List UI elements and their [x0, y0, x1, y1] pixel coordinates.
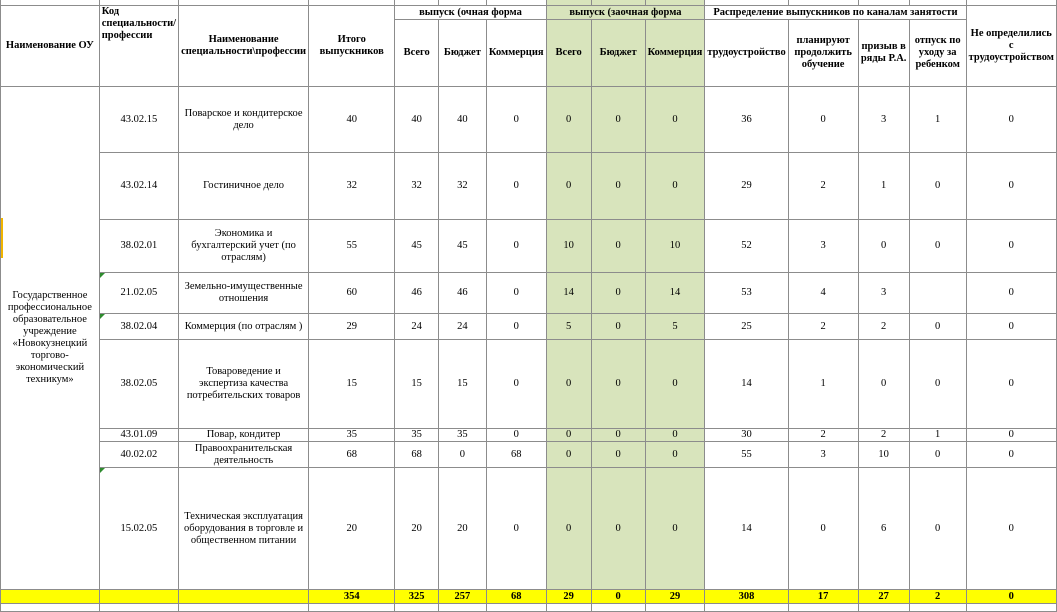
total-cell-pt-all[interactable]: 29 [546, 590, 591, 604]
cell-continue-study[interactable]: 4 [788, 273, 858, 314]
cell-ft-budget[interactable]: 46 [438, 273, 486, 314]
empty-cell[interactable] [909, 604, 966, 612]
total-cell-continue-study[interactable]: 17 [788, 590, 858, 604]
cell-ft-all[interactable]: 46 [395, 273, 439, 314]
header-pt-all[interactable]: Всего [546, 20, 591, 87]
cell-ft-commerce[interactable]: 0 [486, 153, 546, 220]
error-indicator-icon [100, 314, 105, 319]
cell-total[interactable]: 29 [309, 314, 395, 340]
cell-ft-commerce[interactable]: 0 [486, 468, 546, 590]
empty-row [1, 604, 1057, 612]
cell-army[interactable]: 1 [858, 153, 909, 220]
cell-employment[interactable]: 14 [705, 468, 788, 590]
cell-total[interactable]: 15 [309, 340, 395, 429]
cell-pt-all[interactable]: 0 [546, 468, 591, 590]
table-row [1, 429, 1057, 442]
cell-specialty-name[interactable]: Гостиничное дело [179, 153, 309, 220]
cell-parental-leave[interactable]: 0 [909, 442, 966, 468]
cell-undetermined[interactable]: 0 [966, 468, 1056, 590]
cell-pt-all[interactable]: 10 [546, 220, 591, 273]
cell-undetermined[interactable]: 0 [966, 87, 1056, 153]
cell-specialty-name[interactable]: Техническая эксплуатация оборудования в торговле и общественном питании [179, 468, 309, 590]
empty-cell[interactable] [591, 604, 645, 612]
cell-ft-commerce[interactable]: 68 [486, 442, 546, 468]
cell-parental-leave[interactable]: 0 [909, 314, 966, 340]
cell-army[interactable]: 2 [858, 429, 909, 442]
cell-pt-commerce[interactable]: 14 [645, 273, 705, 314]
total-cell-army[interactable]: 27 [858, 590, 909, 604]
table-row [1, 468, 1057, 590]
cell-ft-all[interactable]: 45 [395, 220, 439, 273]
cell-ft-commerce[interactable]: 0 [486, 314, 546, 340]
cell-army[interactable]: 6 [858, 468, 909, 590]
cell-total[interactable]: 55 [309, 220, 395, 273]
cell-pt-all[interactable]: 0 [546, 442, 591, 468]
cell-pt-all[interactable]: 14 [546, 273, 591, 314]
empty-cell[interactable] [966, 604, 1056, 612]
header-fulltime-group[interactable]: выпуск (очная форма [395, 6, 546, 20]
cell-code-text: 43.01.09 [120, 429, 158, 440]
header-employment[interactable]: трудоустройство [705, 20, 788, 87]
cell-undetermined[interactable]: 0 [966, 340, 1056, 429]
total-cell-ft-budget[interactable]: 257 [438, 590, 486, 604]
table-row [1, 442, 1057, 468]
cell-code[interactable] [99, 153, 178, 220]
table-row [1, 87, 1057, 153]
header-army[interactable]: призыв в ряды Р.А. [858, 20, 909, 87]
cell-pt-commerce[interactable]: 0 [645, 153, 705, 220]
header-ft-commerce[interactable]: Коммерция [486, 20, 546, 87]
cell-pt-budget[interactable]: 0 [591, 153, 645, 220]
cell-total[interactable]: 20 [309, 468, 395, 590]
cell-code[interactable] [99, 273, 178, 314]
cell-ft-all[interactable]: 32 [395, 153, 439, 220]
cell-employment[interactable]: 36 [705, 87, 788, 153]
cell-code[interactable] [99, 314, 178, 340]
empty-cell[interactable] [858, 604, 909, 612]
cell-total[interactable]: 32 [309, 153, 395, 220]
cell-pt-budget[interactable]: 0 [591, 340, 645, 429]
cell-continue-study[interactable]: 3 [788, 442, 858, 468]
cell-total[interactable]: 35 [309, 429, 395, 442]
cell-parental-leave[interactable]: 0 [909, 340, 966, 429]
cell-specialty-name[interactable]: Поварское и кондитерское дело [179, 87, 309, 153]
header-ft-all[interactable]: Всего [395, 20, 439, 87]
cell-ft-all[interactable]: 20 [395, 468, 439, 590]
cell-undetermined[interactable]: 0 [966, 442, 1056, 468]
cell-employment[interactable]: 55 [705, 442, 788, 468]
cell-pt-budget[interactable]: 0 [591, 87, 645, 153]
cell-pt-commerce[interactable]: 10 [645, 220, 705, 273]
cell-pt-budget[interactable]: 0 [591, 442, 645, 468]
empty-cell[interactable] [309, 604, 395, 612]
cell-undetermined[interactable]: 0 [966, 314, 1056, 340]
cell-ft-commerce[interactable]: 0 [486, 340, 546, 429]
cell-pt-budget[interactable]: 0 [591, 429, 645, 442]
empty-cell[interactable] [705, 604, 788, 612]
cell-parental-leave[interactable] [909, 273, 966, 314]
cell-pt-commerce[interactable]: 0 [645, 442, 705, 468]
cell-code-text: 38.02.04 [120, 320, 158, 332]
cell-employment[interactable]: 52 [705, 220, 788, 273]
total-cell-parental-leave[interactable]: 2 [909, 590, 966, 604]
cell-total-blank-2[interactable] [99, 590, 178, 604]
total-cell-pt-commerce[interactable]: 29 [645, 590, 705, 604]
cell-ft-all[interactable]: 35 [395, 429, 439, 442]
cell-parental-leave[interactable]: 1 [909, 429, 966, 442]
cell-ft-commerce[interactable]: 0 [486, 87, 546, 153]
cell-army[interactable]: 10 [858, 442, 909, 468]
cell-ft-all[interactable]: 40 [395, 87, 439, 153]
table-row [1, 220, 1057, 273]
cell-parental-leave[interactable]: 0 [909, 153, 966, 220]
cell-pt-commerce[interactable]: 5 [645, 314, 705, 340]
cell-pt-commerce[interactable]: 0 [645, 340, 705, 429]
total-cell-pt-budget[interactable]: 0 [591, 590, 645, 604]
cell-pt-commerce[interactable]: 0 [645, 429, 705, 442]
cell-pt-budget[interactable]: 0 [591, 468, 645, 590]
cell-ft-commerce[interactable]: 0 [486, 273, 546, 314]
cell-pt-budget[interactable]: 0 [591, 273, 645, 314]
cell-ft-budget[interactable]: 45 [438, 220, 486, 273]
empty-cell[interactable] [438, 604, 486, 612]
table-row [1, 314, 1057, 340]
total-cell-undetermined[interactable]: 0 [966, 590, 1056, 604]
cell-code-text: 43.02.14 [120, 180, 158, 191]
header-ft-budget[interactable]: Бюджет [438, 20, 486, 87]
cell-institution-name[interactable]: Государственное профессиональное образовательное учреждение «Новокузнецкий торгово-экономический техникум» [1, 87, 100, 590]
header-parental-leave[interactable]: отпуск по уходу за ребенком [909, 20, 966, 87]
empty-cell[interactable] [1, 604, 100, 612]
cell-continue-study[interactable]: 3 [788, 220, 858, 273]
total-cell-employment[interactable]: 308 [705, 590, 788, 604]
totals-row [1, 590, 1057, 604]
cell-specialty-name[interactable]: Земельно-имущественные отношения [179, 273, 309, 314]
empty-cell[interactable] [99, 604, 178, 612]
cell-pt-commerce[interactable]: 0 [645, 87, 705, 153]
cell-continue-study[interactable]: 2 [788, 314, 858, 340]
header-pt-commerce[interactable]: Коммерция [645, 20, 705, 87]
cell-code-text: 38.02.05 [120, 378, 158, 389]
cell-pt-all[interactable]: 0 [546, 87, 591, 153]
cell-pt-commerce[interactable]: 0 [645, 468, 705, 590]
cell-code-text: 21.02.05 [120, 287, 158, 298]
cell-code-text: 43.02.15 [120, 113, 158, 125]
cell-parental-leave[interactable]: 0 [909, 468, 966, 590]
empty-cell[interactable] [179, 604, 309, 612]
cell-code[interactable] [99, 429, 178, 442]
cell-code-text: 15.02.05 [120, 522, 158, 534]
cell-ft-all[interactable]: 15 [395, 340, 439, 429]
cell-ft-commerce[interactable]: 0 [486, 429, 546, 442]
cell-pt-all[interactable]: 0 [546, 340, 591, 429]
cell-undetermined[interactable]: 0 [966, 273, 1056, 314]
cell-ft-all[interactable]: 68 [395, 442, 439, 468]
header-pt-budget[interactable]: Бюджет [591, 20, 645, 87]
cell-employment[interactable]: 53 [705, 273, 788, 314]
cell-continue-study[interactable]: 0 [788, 468, 858, 590]
cell-code-text: 38.02.01 [120, 240, 158, 251]
header-continue-study[interactable]: планируют продолжить обучение [788, 20, 858, 87]
empty-cell[interactable] [788, 604, 858, 612]
cell-employment[interactable]: 14 [705, 340, 788, 429]
cell-army[interactable]: 3 [858, 87, 909, 153]
cell-specialty-name[interactable]: Товароведение и экспертиза качества потребительских товаров [179, 340, 309, 429]
cell-continue-study[interactable]: 2 [788, 153, 858, 220]
cell-employment[interactable]: 25 [705, 314, 788, 340]
cell-specialty-name[interactable]: Экономика и бухгалтерский учет (по отраслям) [179, 220, 309, 273]
cell-ft-budget[interactable]: 20 [438, 468, 486, 590]
header-distribution-group[interactable]: Распределение выпускников по каналам занятости [705, 6, 966, 20]
cell-undetermined[interactable]: 0 [966, 429, 1056, 442]
cell-ft-all[interactable]: 24 [395, 314, 439, 340]
cell-code[interactable] [99, 220, 178, 273]
error-indicator-icon [100, 468, 105, 473]
empty-cell[interactable] [645, 604, 705, 612]
total-cell-ft-all[interactable]: 325 [395, 590, 439, 604]
cell-ft-budget[interactable]: 32 [438, 153, 486, 220]
cell-ft-budget[interactable]: 15 [438, 340, 486, 429]
cell-continue-study[interactable]: 0 [788, 87, 858, 153]
cell-employment[interactable]: 29 [705, 153, 788, 220]
cell-parental-leave[interactable]: 0 [909, 220, 966, 273]
cell-total-blank-1[interactable] [1, 590, 100, 604]
cell-parental-leave[interactable]: 1 [909, 87, 966, 153]
cell-undetermined[interactable]: 0 [966, 153, 1056, 220]
header-code[interactable]: Код специальности/профессии [99, 6, 178, 87]
cell-ft-budget[interactable]: 0 [438, 442, 486, 468]
cell-ft-budget[interactable]: 40 [438, 87, 486, 153]
total-cell-ft-commerce[interactable]: 68 [486, 590, 546, 604]
cell-pt-all[interactable]: 0 [546, 429, 591, 442]
cell-pt-all[interactable]: 0 [546, 153, 591, 220]
header-institution[interactable]: Наименование ОУ [1, 6, 100, 87]
cell-code[interactable] [99, 87, 178, 153]
cell-code[interactable] [99, 340, 178, 429]
cell-pt-budget[interactable]: 0 [591, 220, 645, 273]
cell-employment[interactable]: 30 [705, 429, 788, 442]
cell-ft-commerce[interactable]: 0 [486, 220, 546, 273]
cell-total[interactable]: 68 [309, 442, 395, 468]
cell-total-blank-3[interactable] [179, 590, 309, 604]
header-total[interactable]: Итого выпускников [309, 6, 395, 87]
cell-total[interactable]: 60 [309, 273, 395, 314]
total-cell-total[interactable]: 354 [309, 590, 395, 604]
cell-specialty-name[interactable]: Правоохранительская деятельность [179, 442, 309, 468]
cell-code-text: 40.02.02 [120, 448, 158, 460]
header-specialty[interactable]: Наименование специальности\профессии [179, 6, 309, 87]
cell-code[interactable] [99, 442, 178, 468]
cell-army[interactable]: 2 [858, 314, 909, 340]
empty-cell[interactable] [395, 604, 439, 612]
cell-total[interactable]: 40 [309, 87, 395, 153]
cell-continue-study[interactable]: 2 [788, 429, 858, 442]
table-row [1, 153, 1057, 220]
table-row [1, 340, 1057, 429]
cell-pt-all[interactable]: 5 [546, 314, 591, 340]
cell-undetermined[interactable]: 0 [966, 220, 1056, 273]
cell-code[interactable] [99, 468, 178, 590]
cell-army[interactable]: 0 [858, 340, 909, 429]
error-indicator-icon [100, 273, 105, 278]
empty-cell[interactable] [486, 604, 546, 612]
cell-army[interactable]: 3 [858, 273, 909, 314]
cell-army[interactable]: 0 [858, 220, 909, 273]
header-parttime-group[interactable]: выпуск (заочная форма [546, 6, 705, 20]
cell-specialty-name[interactable]: Повар, кондитер [179, 429, 309, 442]
cell-continue-study[interactable]: 1 [788, 340, 858, 429]
cell-ft-budget[interactable]: 24 [438, 314, 486, 340]
table-row [1, 273, 1057, 314]
cell-specialty-name[interactable]: Коммерция (по отраслям ) [179, 314, 309, 340]
header-undetermined[interactable]: Не определились с трудоустройством [966, 6, 1056, 87]
cell-ft-budget[interactable]: 35 [438, 429, 486, 442]
empty-cell[interactable] [546, 604, 591, 612]
cell-pt-budget[interactable]: 0 [591, 314, 645, 340]
